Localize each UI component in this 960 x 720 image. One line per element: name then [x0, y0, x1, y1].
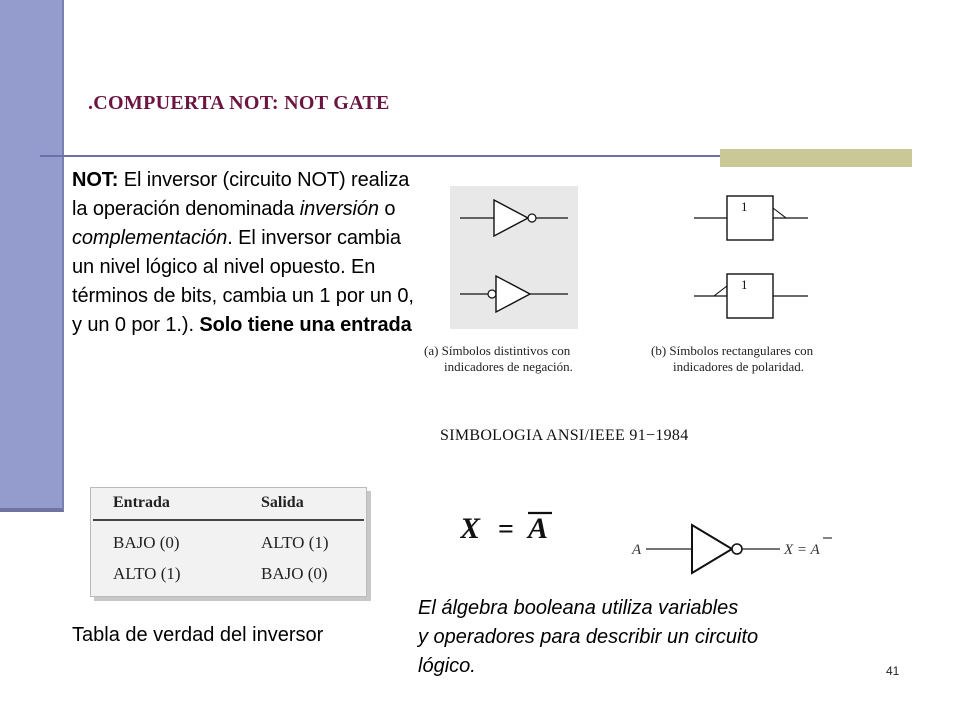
truth-table-caption: Tabla de verdad del inversor: [72, 624, 324, 646]
slide-title: .COMPUERTA NOT: NOT GATE: [88, 92, 390, 114]
truth-table-cell: ALTO (1): [261, 533, 329, 552]
lead-bold: NOT:: [72, 169, 119, 191]
truth-table-cell: BAJO (0): [261, 564, 328, 583]
boolean-algebra-note: [418, 594, 848, 681]
not-gate-symbol-input-bubble: [458, 272, 573, 320]
equation-rhs: A: [528, 512, 549, 545]
rect-gate-label: 1: [741, 277, 748, 292]
body-paragraph: [72, 166, 422, 340]
rect-gate-label: 1: [741, 199, 748, 214]
figure-a-caption-line: (a) Símbolos distintivos con: [424, 343, 571, 358]
algebra-line: y operadores para describir un circuito: [418, 626, 759, 648]
body-text-1: El inversor (circuito NOT) realiza la operación denominada: [72, 169, 410, 220]
figure-b-caption-line: (b) Símbolos rectangulares con: [651, 343, 814, 358]
not-gate-diagram: [628, 518, 848, 582]
figure-a-caption: [424, 343, 573, 375]
figure-b-caption: [651, 343, 813, 375]
equation-equals: =: [498, 514, 514, 545]
tail-bold: Solo tiene una entrada: [199, 314, 412, 336]
gate-output-label: X = A: [784, 542, 820, 558]
truth-table-header: Salida: [261, 494, 304, 511]
figure-b-caption-line: indicadores de polaridad.: [673, 359, 805, 374]
algebra-line: lógico.: [418, 655, 476, 677]
body-text-2: o: [378, 198, 396, 220]
truth-table-header: Entrada: [113, 494, 170, 511]
gate-input-label: A: [632, 542, 642, 558]
page-number: 41: [886, 664, 900, 678]
sidebar-bar: [0, 0, 64, 512]
not-gate-symbol-output-bubble: [458, 196, 573, 244]
truth-table: [90, 487, 367, 597]
boolean-equation: [460, 508, 560, 548]
truth-table-separator: [93, 519, 364, 521]
ansi-standard-label: SIMBOLOGIA ANSI/IEEE 91−1984: [440, 427, 689, 444]
term-inversion: inversión: [299, 198, 379, 220]
truth-table-cell: BAJO (0): [113, 533, 180, 552]
algebra-line: El álgebra booleana utiliza variables: [418, 597, 739, 619]
term-complementacion: complementación: [72, 227, 228, 249]
body-text-3: . El inversor cambia un nivel lógico al nivel opuesto. En términos de bits, cambia un 1 por un 0, y un 0 por 1.).: [72, 227, 414, 336]
truth-table-cell: ALTO (1): [113, 564, 181, 583]
rect-not-gate-output-polarity: [692, 194, 812, 244]
accent-bar: [720, 149, 912, 167]
figure-a-caption-line: indicadores de negación.: [444, 359, 573, 374]
rect-not-gate-input-polarity: [692, 272, 812, 322]
equation-lhs: X: [460, 512, 481, 545]
